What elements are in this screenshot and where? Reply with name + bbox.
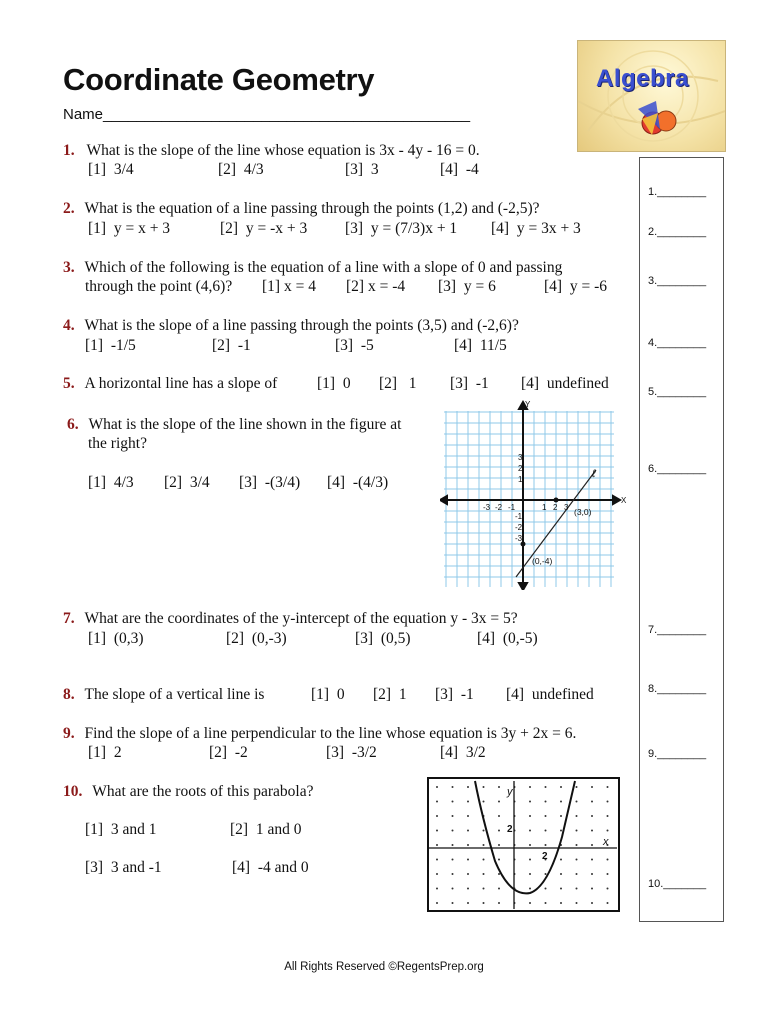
x-axis-label: X bbox=[621, 496, 627, 505]
grid-dot bbox=[498, 888, 500, 890]
grid-dot bbox=[498, 844, 500, 846]
q10-option-3: [3] 3 and -1 bbox=[85, 859, 162, 876]
answer-column bbox=[639, 157, 724, 922]
grid-dot bbox=[560, 888, 562, 890]
grid-dot bbox=[483, 873, 485, 875]
question-number: 2. bbox=[63, 200, 75, 217]
grid-dot bbox=[576, 786, 578, 788]
question-1 bbox=[63, 141, 480, 160]
grid-dot bbox=[452, 830, 454, 832]
grid-dot bbox=[436, 786, 438, 788]
q5-option-4: [4] undefined bbox=[521, 375, 609, 392]
grid-dot bbox=[436, 888, 438, 890]
q6-option-1: [1] 4/3 bbox=[88, 474, 134, 491]
q9-option-4: [4] 3/2 bbox=[440, 744, 486, 761]
point-b-label: (0,-4) bbox=[532, 556, 553, 566]
y-tick-label: -1 bbox=[515, 512, 523, 521]
grid-dot bbox=[498, 801, 500, 803]
grid-dot bbox=[576, 888, 578, 890]
grid-dot bbox=[452, 888, 454, 890]
q2-option-2: [2] y = -x + 3 bbox=[220, 220, 308, 237]
grid-dot bbox=[529, 786, 531, 788]
question-10 bbox=[63, 782, 313, 801]
question-text: What is the slope of a line passing through the points (3,5) and (-2,6)? bbox=[84, 317, 519, 334]
grid-dot bbox=[498, 830, 500, 832]
question-number: 9. bbox=[63, 725, 75, 742]
y-axis-label: y bbox=[507, 786, 513, 798]
grid-dot bbox=[591, 786, 593, 788]
footer-copyright: All Rights Reserved ©RegentsPrep.org bbox=[284, 961, 484, 973]
question-6-text-continued: the right? bbox=[88, 435, 147, 452]
grid-dot bbox=[545, 902, 547, 904]
q1-option-3: [3] 3 bbox=[345, 161, 379, 178]
q3-option-4: [4] y = -6 bbox=[544, 278, 607, 295]
grid-dot bbox=[467, 830, 469, 832]
grid-dot bbox=[545, 815, 547, 817]
y-tick-label: 2 bbox=[507, 824, 513, 835]
grid-dot bbox=[452, 786, 454, 788]
grid-dot bbox=[545, 786, 547, 788]
grid-dot bbox=[591, 801, 593, 803]
x-tick-label: -3 bbox=[483, 503, 491, 512]
q9-option-1: [1] 2 bbox=[88, 744, 122, 761]
y-tick-label: 2 bbox=[518, 464, 523, 473]
grid-dot bbox=[467, 801, 469, 803]
answer-blank-10[interactable]: 10._______ bbox=[648, 878, 707, 890]
grid-dot bbox=[607, 902, 609, 904]
q4-option-3: [3] -5 bbox=[335, 337, 374, 354]
figure-parabola-graph bbox=[427, 777, 620, 912]
grid-dot bbox=[529, 815, 531, 817]
grid-dot bbox=[452, 815, 454, 817]
question-text: What are the coordinates of the y-intercept of the equation y - 3x = 5? bbox=[84, 610, 518, 627]
grid-dot bbox=[529, 830, 531, 832]
grid-dot bbox=[483, 859, 485, 861]
grid-dot bbox=[545, 844, 547, 846]
grid-dot bbox=[607, 815, 609, 817]
grid-dot bbox=[591, 830, 593, 832]
grid-dot bbox=[560, 902, 562, 904]
grid-dot bbox=[436, 815, 438, 817]
x-axis-label: x bbox=[603, 836, 609, 848]
grid-dot bbox=[467, 844, 469, 846]
question-number: 3. bbox=[63, 259, 75, 276]
grid-dot bbox=[529, 902, 531, 904]
q4-option-1: [1] -1/5 bbox=[85, 337, 136, 354]
grid-dot bbox=[483, 801, 485, 803]
grid-dot bbox=[467, 815, 469, 817]
q2-option-1: [1] y = x + 3 bbox=[88, 220, 171, 237]
grid-dot bbox=[607, 873, 609, 875]
q5-option-2: [2] 1 bbox=[379, 375, 417, 392]
question-3-text-continued: through the point (4,6)? bbox=[85, 278, 233, 295]
question-number: 1. bbox=[63, 142, 75, 159]
q3-option-3: [3] y = 6 bbox=[438, 278, 496, 295]
grid-dot bbox=[498, 873, 500, 875]
question-number: 6. bbox=[67, 416, 79, 433]
q5-option-1: [1] 0 bbox=[317, 375, 351, 392]
logo-text: Algebra bbox=[596, 65, 689, 92]
q4-option-2: [2] -1 bbox=[212, 337, 251, 354]
grid-dot bbox=[467, 902, 469, 904]
grid-dot bbox=[591, 873, 593, 875]
question-text: Find the slope of a line perpendicular to the line whose equation is 3y + 2x = 6. bbox=[84, 725, 577, 742]
algebra-logo bbox=[577, 40, 726, 152]
answer-blank-3[interactable]: 3.________ bbox=[648, 275, 707, 287]
question-3 bbox=[63, 258, 562, 277]
x-tick-label: 2 bbox=[553, 503, 558, 512]
grid-dot bbox=[591, 902, 593, 904]
answer-blank-9[interactable]: 9.________ bbox=[648, 748, 707, 760]
q7-option-2: [2] (0,-3) bbox=[226, 630, 287, 647]
grid-dot bbox=[467, 859, 469, 861]
grid-dot bbox=[545, 888, 547, 890]
x-tick-label: 1 bbox=[542, 503, 547, 512]
y-tick-label: 3 bbox=[518, 453, 523, 462]
y-tick-label: -3 bbox=[515, 534, 523, 543]
figure-line-graph bbox=[440, 397, 628, 590]
question-6 bbox=[67, 415, 401, 434]
grid-dot bbox=[576, 801, 578, 803]
question-number: 4. bbox=[63, 317, 75, 334]
q7-option-4: [4] (0,-5) bbox=[477, 630, 538, 647]
grid-dot bbox=[529, 844, 531, 846]
x-tick-label: 2 bbox=[542, 851, 548, 862]
grid-dot bbox=[452, 801, 454, 803]
question-text: What is the slope of the line whose equation is 3x - 4y - 16 = 0. bbox=[86, 142, 480, 159]
q2-option-4: [4] y = 3x + 3 bbox=[491, 220, 581, 237]
question-2 bbox=[63, 199, 540, 218]
point-intercept-x bbox=[554, 498, 559, 503]
question-4 bbox=[63, 316, 519, 335]
grid-dot bbox=[436, 844, 438, 846]
q4-option-4: [4] 11/5 bbox=[454, 337, 507, 354]
grid-dot bbox=[529, 801, 531, 803]
x-tick-label: 3 bbox=[564, 503, 569, 512]
grid-dot bbox=[436, 902, 438, 904]
y-axis-label: Y bbox=[525, 400, 531, 409]
x-tick-label: -1 bbox=[508, 503, 516, 512]
grid-dot bbox=[607, 830, 609, 832]
q1-option-4: [4] -4 bbox=[440, 161, 479, 178]
grid-dot bbox=[498, 859, 500, 861]
grid-dot bbox=[560, 873, 562, 875]
q8-option-3: [3] -1 bbox=[435, 686, 474, 703]
grid-dot bbox=[591, 859, 593, 861]
q9-option-2: [2] -2 bbox=[209, 744, 248, 761]
q6-option-2: [2] 3/4 bbox=[164, 474, 210, 491]
grid-dot bbox=[452, 859, 454, 861]
q9-option-3: [3] -3/2 bbox=[326, 744, 377, 761]
grid-dot bbox=[576, 830, 578, 832]
grid-dot bbox=[591, 844, 593, 846]
grid-dot bbox=[560, 815, 562, 817]
question-number: 7. bbox=[63, 610, 75, 627]
logo-swirl-icon bbox=[578, 41, 725, 151]
grid-dot bbox=[498, 902, 500, 904]
answer-blank-1[interactable]: 1.________ bbox=[648, 186, 707, 198]
question-text: A horizontal line has a slope of bbox=[84, 375, 278, 392]
grid-dot bbox=[436, 801, 438, 803]
q5-option-3: [3] -1 bbox=[450, 375, 489, 392]
grid-dot bbox=[483, 902, 485, 904]
grid-dot bbox=[436, 859, 438, 861]
grid-dot bbox=[607, 859, 609, 861]
name-field-label: Name____________________________________________ bbox=[63, 106, 471, 123]
q10-option-1: [1] 3 and 1 bbox=[85, 821, 157, 838]
grid-dot bbox=[560, 786, 562, 788]
q7-option-3: [3] (0,5) bbox=[355, 630, 411, 647]
question-text: What is the equation of a line passing through the points (1,2) and (-2,5)? bbox=[84, 200, 540, 217]
question-7 bbox=[63, 609, 518, 628]
grid-dot bbox=[545, 830, 547, 832]
answer-blank-8[interactable]: 8.________ bbox=[648, 683, 707, 695]
grid-dot bbox=[607, 888, 609, 890]
axes bbox=[440, 402, 620, 590]
line-label: ℓ bbox=[592, 468, 596, 480]
grid-dot bbox=[576, 815, 578, 817]
grid-dot bbox=[607, 786, 609, 788]
grid-dot bbox=[576, 873, 578, 875]
page-title: Coordinate Geometry bbox=[63, 62, 375, 97]
y-tick-label: -2 bbox=[515, 523, 523, 532]
grid-dot bbox=[591, 888, 593, 890]
point-a-label: (3,0) bbox=[574, 507, 592, 517]
grid-dot bbox=[483, 830, 485, 832]
q8-option-4: [4] undefined bbox=[506, 686, 594, 703]
grid-dot bbox=[560, 859, 562, 861]
q3-option-1: [1] x = 4 bbox=[262, 278, 316, 295]
grid-dot bbox=[436, 873, 438, 875]
q2-option-3: [3] y = (7/3)x + 1 bbox=[345, 220, 458, 237]
grid-dot bbox=[498, 815, 500, 817]
q10-option-2: [2] 1 and 0 bbox=[230, 821, 302, 838]
grid-dot bbox=[560, 830, 562, 832]
q10-option-4: [4] -4 and 0 bbox=[232, 859, 309, 876]
question-8 bbox=[63, 685, 264, 704]
question-9 bbox=[63, 724, 576, 743]
grid-dot bbox=[467, 786, 469, 788]
q6-option-4: [4] -(4/3) bbox=[327, 474, 389, 491]
grid-dot bbox=[545, 873, 547, 875]
q7-option-1: [1] (0,3) bbox=[88, 630, 144, 647]
grid-dot bbox=[529, 873, 531, 875]
question-text: The slope of a vertical line is bbox=[84, 686, 265, 703]
grid-dot bbox=[467, 873, 469, 875]
grid-dot bbox=[452, 844, 454, 846]
q6-option-3: [3] -(3/4) bbox=[239, 474, 301, 491]
answer-blank-6[interactable]: 6.________ bbox=[648, 463, 707, 475]
answer-blank-7[interactable]: 7.________ bbox=[648, 624, 707, 636]
grid-dot bbox=[591, 815, 593, 817]
grid-dot bbox=[452, 873, 454, 875]
grid-dot bbox=[607, 801, 609, 803]
q1-option-1: [1] 3/4 bbox=[88, 161, 134, 178]
grid-dot bbox=[545, 801, 547, 803]
question-5 bbox=[63, 374, 277, 393]
grid-dot bbox=[498, 786, 500, 788]
grid-dot bbox=[483, 844, 485, 846]
answer-blank-2[interactable]: 2.________ bbox=[648, 226, 707, 238]
q8-option-1: [1] 0 bbox=[311, 686, 345, 703]
grid-dot bbox=[576, 859, 578, 861]
x-tick-label: -2 bbox=[495, 503, 503, 512]
grid-dot bbox=[576, 844, 578, 846]
question-text: What are the roots of this parabola? bbox=[92, 783, 314, 800]
grid-dot bbox=[560, 801, 562, 803]
q1-option-2: [2] 4/3 bbox=[218, 161, 264, 178]
question-number: 5. bbox=[63, 375, 75, 392]
grid-dot bbox=[483, 888, 485, 890]
grid-dot bbox=[529, 888, 531, 890]
answer-blank-5[interactable]: 5.________ bbox=[648, 386, 707, 398]
question-number: 8. bbox=[63, 686, 75, 703]
question-text: Which of the following is the equation of a line with a slope of 0 and passing bbox=[84, 259, 563, 276]
answer-blank-4[interactable]: 4.________ bbox=[648, 337, 707, 349]
grid-dot bbox=[467, 888, 469, 890]
grid-dot bbox=[576, 902, 578, 904]
q8-option-2: [2] 1 bbox=[373, 686, 407, 703]
question-number: 10. bbox=[63, 783, 83, 800]
grid-dot bbox=[483, 786, 485, 788]
q3-option-2: [2] x = -4 bbox=[346, 278, 406, 295]
question-text: What is the slope of the line shown in the figure at bbox=[88, 416, 402, 433]
grid-dot bbox=[529, 859, 531, 861]
y-tick-label: 1 bbox=[518, 475, 523, 484]
grid-dot bbox=[452, 902, 454, 904]
grid-dot bbox=[436, 830, 438, 832]
